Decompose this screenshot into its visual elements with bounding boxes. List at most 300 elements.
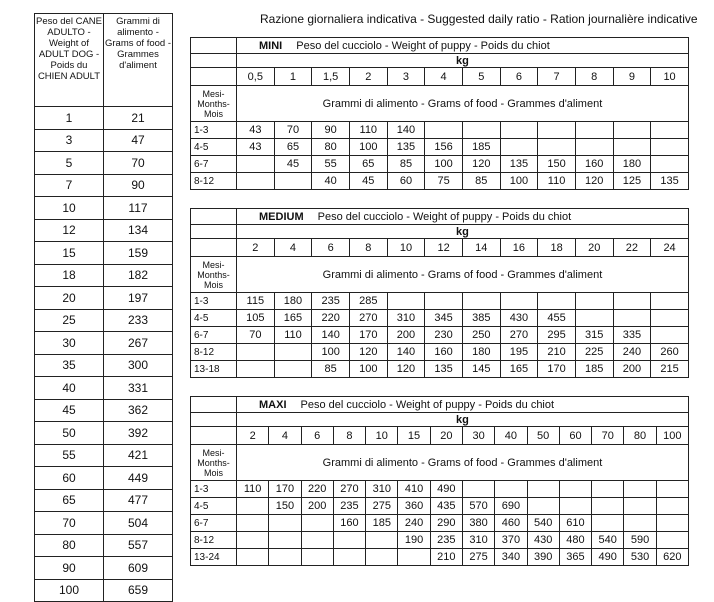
maxi-header-cell (237, 397, 689, 413)
ration-cell (656, 515, 688, 532)
ration-cell: 225 (575, 344, 613, 361)
ration-cell (398, 549, 430, 566)
ration-cell (613, 293, 651, 310)
adult-food-header: Grammi di alimento - Grams of food - Grammes d'aliment (104, 14, 173, 107)
ration-cell (624, 481, 656, 498)
ration-cell (651, 293, 689, 310)
ration-row (191, 549, 689, 566)
ration-cell: 190 (398, 532, 430, 549)
ration-row (191, 361, 689, 378)
adult-food-cell: 233 (104, 309, 173, 332)
ration-cell: 120 (349, 344, 387, 361)
ration-cell: 260 (651, 344, 689, 361)
puppy-weight-cell: 30 (462, 427, 494, 445)
ration-cell: 85 (462, 173, 500, 190)
kg-label: kg (237, 413, 689, 427)
puppy-weight-label: Peso del cucciolo - Weight of puppy - Poids du chiot (300, 398, 555, 411)
ration-row (191, 481, 689, 498)
ration-cell: 145 (462, 361, 500, 378)
ration-cell (237, 498, 269, 515)
ration-cell (425, 122, 463, 139)
adult-food-cell: 421 (104, 444, 173, 467)
ration-cell: 100 (349, 139, 387, 156)
ration-cell: 380 (462, 515, 494, 532)
ration-cell: 185 (462, 139, 500, 156)
ration-cell (651, 327, 689, 344)
month-range-cell: 8-12 (191, 532, 237, 549)
puppy-weight-cell: 3 (387, 68, 425, 86)
adult-weight-cell: 30 (35, 332, 104, 355)
puppy-weight-cell: 22 (613, 239, 651, 257)
ration-cell: 430 (527, 532, 559, 549)
adult-weight-cell: 25 (35, 309, 104, 332)
month-range-cell: 1-3 (191, 122, 237, 139)
puppy-weight-cell: 7 (538, 68, 576, 86)
ration-cell (274, 344, 312, 361)
adult-food-cell: 267 (104, 332, 173, 355)
adult-row (35, 152, 173, 175)
ration-cell: 125 (613, 173, 651, 190)
puppy-weight-cell: 10 (387, 239, 425, 257)
adult-row (35, 557, 173, 580)
ration-cell: 390 (527, 549, 559, 566)
ration-cell (301, 515, 333, 532)
ration-cell: 345 (425, 310, 463, 327)
ration-cell: 70 (274, 122, 312, 139)
grams-label: Grammi di alimento - Grams of food - Grammes d'aliment (237, 445, 689, 481)
ration-cell: 460 (495, 515, 527, 532)
puppy-weight-cell: 20 (575, 239, 613, 257)
ration-cell: 385 (462, 310, 500, 327)
ration-cell (237, 173, 275, 190)
ration-cell: 530 (624, 549, 656, 566)
ration-cell (495, 481, 527, 498)
grams-label: Grammi di alimento - Grams of food - Grammes d'aliment (237, 257, 689, 293)
adult-row (35, 534, 173, 557)
ration-row (191, 327, 689, 344)
ration-cell (366, 549, 398, 566)
ration-cell: 165 (274, 310, 312, 327)
ration-cell (462, 481, 494, 498)
ration-cell: 140 (312, 327, 350, 344)
ration-cell: 310 (387, 310, 425, 327)
puppy-weight-cell: 4 (274, 239, 312, 257)
puppy-weight-cell: 15 (398, 427, 430, 445)
mini-header-row (191, 38, 689, 54)
maxi-weights-row (191, 427, 689, 445)
ration-cell: 435 (430, 498, 462, 515)
medium-size-label: MEDIUM (259, 210, 304, 223)
adult-food-cell: 477 (104, 489, 173, 512)
ration-cell: 100 (312, 344, 350, 361)
medium-table (190, 208, 689, 378)
ration-cell: 200 (301, 498, 333, 515)
puppy-weight-cell: 0,5 (237, 68, 275, 86)
adult-weight-cell: 7 (35, 174, 104, 197)
ration-cell: 235 (430, 532, 462, 549)
ration-cell: 135 (500, 156, 538, 173)
mini-header-cell (237, 38, 689, 54)
ration-cell (651, 122, 689, 139)
adult-row (35, 399, 173, 422)
ration-cell: 135 (387, 139, 425, 156)
ration-row (191, 173, 689, 190)
adult-food-cell: 134 (104, 219, 173, 242)
ration-cell: 160 (575, 156, 613, 173)
adult-row (35, 107, 173, 130)
ration-cell: 110 (237, 481, 269, 498)
month-range-cell: 4-5 (191, 139, 237, 156)
ration-cell (656, 481, 688, 498)
months-label: Mesi-Months-Mois (191, 86, 237, 122)
maxi-header-row (191, 397, 689, 413)
ration-row (191, 310, 689, 327)
ration-cell: 200 (613, 361, 651, 378)
ration-cell (237, 156, 275, 173)
ration-cell: 480 (559, 532, 591, 549)
ration-cell: 200 (387, 327, 425, 344)
adult-row (35, 129, 173, 152)
ration-cell: 295 (538, 327, 576, 344)
adult-food-cell: 90 (104, 174, 173, 197)
puppy-weight-cell: 1,5 (312, 68, 350, 86)
adult-food-cell: 197 (104, 287, 173, 310)
ration-cell: 620 (656, 549, 688, 566)
puppy-weight-cell: 2 (349, 68, 387, 86)
ration-cell: 590 (624, 532, 656, 549)
medium-header-row (191, 209, 689, 225)
blank-cell (191, 427, 237, 445)
adult-food-cell: 21 (104, 107, 173, 130)
medium-kg-row (191, 225, 689, 239)
adult-weight-cell: 60 (35, 467, 104, 490)
adult-food-cell: 47 (104, 129, 173, 152)
ration-cell (613, 139, 651, 156)
ration-cell: 170 (269, 481, 301, 498)
mini-size-label: MINI (259, 39, 283, 52)
ration-cell: 540 (527, 515, 559, 532)
ration-cell: 185 (366, 515, 398, 532)
adult-row (35, 512, 173, 535)
ration-cell (237, 361, 275, 378)
ration-cell: 100 (425, 156, 463, 173)
adult-weight-cell: 70 (35, 512, 104, 535)
ration-cell (575, 139, 613, 156)
ration-cell: 210 (538, 344, 576, 361)
ration-cell: 185 (575, 361, 613, 378)
puppy-weight-cell: 4 (269, 427, 301, 445)
ration-cell: 80 (312, 139, 350, 156)
ration-cell: 160 (333, 515, 365, 532)
ration-cell: 275 (462, 549, 494, 566)
month-range-cell: 13-18 (191, 361, 237, 378)
puppy-weight-cell: 8 (349, 239, 387, 257)
month-range-cell: 6-7 (191, 515, 237, 532)
adult-row (35, 174, 173, 197)
ration-cell: 370 (495, 532, 527, 549)
ration-cell: 110 (538, 173, 576, 190)
puppy-weight-cell: 6 (312, 239, 350, 257)
ration-cell: 335 (613, 327, 651, 344)
blank-cell (191, 38, 237, 54)
ration-cell (237, 532, 269, 549)
adult-row (35, 242, 173, 265)
mini-grams-row (191, 86, 689, 122)
ration-cell: 610 (559, 515, 591, 532)
adult-dog-table (34, 13, 173, 602)
ration-cell: 240 (613, 344, 651, 361)
month-range-cell: 6-7 (191, 327, 237, 344)
ration-cell (592, 481, 624, 498)
adult-weight-cell: 35 (35, 354, 104, 377)
ration-cell: 180 (274, 293, 312, 310)
adult-row (35, 219, 173, 242)
ration-cell: 270 (333, 481, 365, 498)
ration-cell (462, 122, 500, 139)
adult-weight-cell: 40 (35, 377, 104, 400)
adult-food-cell: 117 (104, 197, 173, 220)
adult-row (35, 444, 173, 467)
adult-row (35, 467, 173, 490)
puppy-weight-cell: 50 (527, 427, 559, 445)
adult-weight-cell: 5 (35, 152, 104, 175)
ration-cell: 290 (430, 515, 462, 532)
ration-cell (592, 515, 624, 532)
puppy-weight-cell: 70 (592, 427, 624, 445)
ration-cell (269, 515, 301, 532)
adult-weight-cell: 50 (35, 422, 104, 445)
adult-weight-cell: 20 (35, 287, 104, 310)
ration-cell: 55 (312, 156, 350, 173)
adult-weight-cell: 100 (35, 579, 104, 602)
ration-cell (656, 532, 688, 549)
adult-weight-cell: 90 (35, 557, 104, 580)
ration-cell: 365 (559, 549, 591, 566)
ration-cell: 690 (495, 498, 527, 515)
ration-cell: 100 (349, 361, 387, 378)
ration-row (191, 122, 689, 139)
month-range-cell: 13-24 (191, 549, 237, 566)
adult-food-cell: 182 (104, 264, 173, 287)
adult-weight-cell: 3 (35, 129, 104, 152)
ration-cell (527, 498, 559, 515)
adult-row (35, 489, 173, 512)
ration-cell: 180 (613, 156, 651, 173)
ration-cell: 85 (312, 361, 350, 378)
ration-cell: 160 (425, 344, 463, 361)
ration-cell: 156 (425, 139, 463, 156)
ration-cell: 170 (349, 327, 387, 344)
ration-cell (538, 293, 576, 310)
ration-cell (538, 139, 576, 156)
adult-food-cell: 392 (104, 422, 173, 445)
adult-food-cell: 159 (104, 242, 173, 265)
adult-row (35, 287, 173, 310)
blank-cell (191, 68, 237, 86)
ration-cell (237, 549, 269, 566)
ration-cell (559, 481, 591, 498)
puppy-weight-cell: 80 (624, 427, 656, 445)
adult-weight-cell: 45 (35, 399, 104, 422)
adult-food-cell: 659 (104, 579, 173, 602)
ration-row (191, 532, 689, 549)
ration-cell: 540 (592, 532, 624, 549)
adult-row (35, 309, 173, 332)
month-range-cell: 4-5 (191, 310, 237, 327)
ration-cell: 340 (495, 549, 527, 566)
ration-cell (527, 481, 559, 498)
ration-cell (592, 498, 624, 515)
puppy-weight-label: Peso del cucciolo - Weight of puppy - Poids du chiot (317, 210, 572, 223)
puppy-weight-cell: 5 (462, 68, 500, 86)
blank-cell (191, 413, 237, 427)
grams-label: Grammi di alimento - Grams of food - Grammes d'aliment (237, 86, 689, 122)
ration-cell: 105 (237, 310, 275, 327)
ration-cell: 135 (425, 361, 463, 378)
ration-cell: 110 (274, 327, 312, 344)
adult-row (35, 197, 173, 220)
ration-cell (301, 549, 333, 566)
adult-weight-cell: 12 (35, 219, 104, 242)
puppy-weight-cell: 10 (366, 427, 398, 445)
month-range-cell: 1-3 (191, 293, 237, 310)
ration-row (191, 498, 689, 515)
adult-row (35, 332, 173, 355)
ration-cell: 110 (349, 122, 387, 139)
puppy-weight-cell: 6 (500, 68, 538, 86)
kg-label: kg (237, 225, 689, 239)
ration-cell: 430 (500, 310, 538, 327)
page-title: Razione giornaliera indicativa - Suggested daily ratio - Ration journalière indicative (260, 12, 698, 26)
mini-kg-row (191, 54, 689, 68)
ration-cell: 230 (425, 327, 463, 344)
ration-cell: 195 (500, 344, 538, 361)
adult-row (35, 377, 173, 400)
month-range-cell: 4-5 (191, 498, 237, 515)
ration-cell: 270 (500, 327, 538, 344)
ration-cell: 70 (237, 327, 275, 344)
ration-cell: 140 (387, 122, 425, 139)
mini-table (190, 37, 689, 190)
adult-row (35, 579, 173, 602)
puppy-weight-cell: 6 (301, 427, 333, 445)
adult-food-cell: 557 (104, 534, 173, 557)
ration-cell (624, 498, 656, 515)
kg-label: kg (237, 54, 689, 68)
medium-header-cell (237, 209, 689, 225)
ration-cell: 135 (651, 173, 689, 190)
ration-cell (366, 532, 398, 549)
months-label: Mesi-Months-Mois (191, 257, 237, 293)
adult-row (35, 354, 173, 377)
ration-cell (237, 515, 269, 532)
puppy-weight-cell: 10 (651, 68, 689, 86)
puppy-weight-cell: 16 (500, 239, 538, 257)
maxi-grams-row (191, 445, 689, 481)
ration-cell: 140 (387, 344, 425, 361)
ration-cell (274, 173, 312, 190)
ration-cell (613, 122, 651, 139)
month-range-cell: 8-12 (191, 344, 237, 361)
ration-cell: 120 (387, 361, 425, 378)
adult-food-cell: 504 (104, 512, 173, 535)
blank-cell (191, 209, 237, 225)
ration-cell (559, 498, 591, 515)
ration-cell: 210 (430, 549, 462, 566)
ration-cell: 150 (269, 498, 301, 515)
ration-cell: 45 (274, 156, 312, 173)
adult-food-cell: 609 (104, 557, 173, 580)
ration-cell: 240 (398, 515, 430, 532)
ration-cell (651, 310, 689, 327)
ration-cell: 120 (462, 156, 500, 173)
ration-cell: 275 (366, 498, 398, 515)
ration-cell: 180 (462, 344, 500, 361)
ration-cell (301, 532, 333, 549)
ration-cell (656, 498, 688, 515)
month-range-cell: 1-3 (191, 481, 237, 498)
puppy-weight-cell: 1 (274, 68, 312, 86)
months-label: Mesi-Months-Mois (191, 445, 237, 481)
adult-weight-cell: 15 (35, 242, 104, 265)
ration-cell (274, 361, 312, 378)
blank-cell (191, 54, 237, 68)
ration-cell: 310 (366, 481, 398, 498)
adult-food-cell: 362 (104, 399, 173, 422)
ration-cell: 270 (349, 310, 387, 327)
puppy-weight-cell: 24 (651, 239, 689, 257)
ration-cell (269, 549, 301, 566)
ration-cell (237, 344, 275, 361)
puppy-weight-cell: 9 (613, 68, 651, 86)
ration-cell: 43 (237, 122, 275, 139)
maxi-table (190, 396, 689, 566)
ration-cell (538, 122, 576, 139)
adult-food-cell: 70 (104, 152, 173, 175)
maxi-kg-row (191, 413, 689, 427)
ration-cell (500, 293, 538, 310)
ration-cell (269, 532, 301, 549)
puppy-weight-label: Peso del cucciolo - Weight of puppy - Poids du chiot (296, 39, 550, 52)
puppy-weight-cell: 60 (559, 427, 591, 445)
ration-cell: 220 (312, 310, 350, 327)
ration-row (191, 139, 689, 156)
adult-food-cell: 331 (104, 377, 173, 400)
ration-cell: 250 (462, 327, 500, 344)
ration-cell: 235 (312, 293, 350, 310)
ration-cell (425, 293, 463, 310)
ration-cell: 150 (538, 156, 576, 173)
adult-weight-cell: 1 (35, 107, 104, 130)
ration-row (191, 344, 689, 361)
ration-cell: 40 (312, 173, 350, 190)
ration-cell: 285 (349, 293, 387, 310)
ration-cell: 170 (538, 361, 576, 378)
ration-cell: 455 (538, 310, 576, 327)
adult-food-cell: 449 (104, 467, 173, 490)
puppy-weight-cell: 18 (538, 239, 576, 257)
ration-cell: 490 (592, 549, 624, 566)
adult-weight-header: Peso del CANE ADULTO - Weight of ADULT DOG - Poids du CHIEN ADULT (35, 14, 104, 107)
puppy-weight-cell: 2 (237, 239, 275, 257)
maxi-size-label: MAXI (259, 398, 287, 411)
blank-cell (191, 239, 237, 257)
adult-row (35, 422, 173, 445)
adult-food-cell: 300 (104, 354, 173, 377)
puppy-weight-cell: 8 (575, 68, 613, 86)
ration-cell (575, 310, 613, 327)
ration-cell: 490 (430, 481, 462, 498)
